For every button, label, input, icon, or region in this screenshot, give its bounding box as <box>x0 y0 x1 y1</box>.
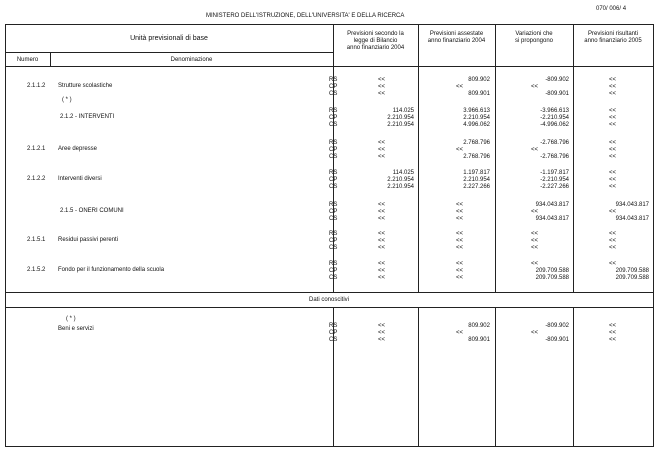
section-2-type-1: CP <box>329 147 338 153</box>
section-3-v2-2: 2.227.266 <box>463 184 490 190</box>
section-0-v3-1: << <box>531 84 539 90</box>
section-5-type-2: CS <box>329 245 338 251</box>
section-1-v4-2: << <box>609 122 617 128</box>
section-4-v4-2: 934.043.817 <box>615 216 649 222</box>
table-bottom-border <box>5 446 653 447</box>
section-2-v3-1: << <box>531 147 539 153</box>
dati-type-0: RS <box>329 323 338 329</box>
unita-header: Unità previsionali di base <box>130 35 208 42</box>
section-4-v2-0: << <box>456 202 464 208</box>
section-1-v4-1: << <box>609 115 617 121</box>
section-number-2: 2.1.2.1 <box>27 146 46 152</box>
numero-header: Numero <box>16 57 39 63</box>
section-4-v3-0: 934.043.817 <box>535 202 569 208</box>
section-4-v3-1: << <box>531 209 539 215</box>
section-3-v1-2: 2.210.954 <box>387 184 414 190</box>
section-4-v3-2: 934.043.817 <box>535 216 569 222</box>
section-0-v2-0: 809.902 <box>468 77 490 83</box>
section-5-v3-2: << <box>531 245 539 251</box>
section-6-v1-0: << <box>378 261 386 267</box>
dati-bottom-border <box>5 307 653 308</box>
section-3-v4-2: << <box>609 184 617 190</box>
dati-top-border <box>5 292 653 293</box>
section-5-type-1: CP <box>329 238 338 244</box>
section-2-v1-1: << <box>378 147 386 153</box>
section-3-type-1: CP <box>329 177 338 183</box>
section-4-v4-0: 934.043.817 <box>615 202 649 208</box>
col-divider-4 <box>573 24 574 293</box>
dati-v3-2: -809.901 <box>545 337 569 343</box>
section-denominazione-3: Interventi diversi <box>58 176 102 182</box>
dati-v3-0: -809.902 <box>545 323 569 329</box>
section-1-v1-2: 2.210.954 <box>387 122 414 128</box>
section-denominazione-6: Fondo per il funzionamento della scuola <box>58 267 165 273</box>
section-5-v2-2: << <box>456 245 464 251</box>
section-3-v2-0: 1.197.817 <box>463 170 490 176</box>
section-6-v4-1: 209.709.588 <box>615 268 649 274</box>
dati-v3-1: << <box>531 330 539 336</box>
section-5-v4-0: << <box>609 231 617 237</box>
section-number-5: 2.1.5.1 <box>27 237 46 243</box>
dati-v4-0: << <box>609 323 617 329</box>
section-5-v4-1: << <box>609 238 617 244</box>
section-5-v1-0: << <box>378 231 386 237</box>
section-3-v1-0: 114.025 <box>392 170 414 176</box>
section-1-v3-1: -2.210.954 <box>540 115 569 121</box>
section-1-type-2: CS <box>329 122 338 128</box>
dati-v2-2: 809.901 <box>468 337 490 343</box>
section-1-type-1: CP <box>329 115 338 121</box>
dati-conoscitivi-title: Dati conoscitivi <box>308 297 349 303</box>
section-5-type-0: RS <box>329 231 338 237</box>
section-6-type-2: CS <box>329 275 338 281</box>
section-3-v2-1: 2.210.954 <box>463 177 490 183</box>
section-3-v3-1: -2.210.954 <box>540 177 569 183</box>
section-denominazione-2: Aree depresse <box>58 146 98 152</box>
section-1-v1-1: 2.210.954 <box>387 115 414 121</box>
section-1-v2-0: 3.966.613 <box>463 108 490 114</box>
section-2-v1-0: << <box>378 140 386 146</box>
section-1-type-0: RS <box>329 108 338 114</box>
table-top-border <box>5 24 653 25</box>
dati-v4-2: << <box>609 337 617 343</box>
section-6-v2-1: << <box>456 268 464 274</box>
section-1-v1-0: 114.025 <box>392 108 414 114</box>
section-number-3: 2.1.2.2 <box>27 176 46 182</box>
section-2-v2-2: 2.768.796 <box>463 154 490 160</box>
section-3-v4-0: << <box>609 170 617 176</box>
section-4-v2-2: << <box>456 216 464 222</box>
section-2-v4-0: << <box>609 140 617 146</box>
section-4-v1-0: << <box>378 202 386 208</box>
dati-v2-1: << <box>456 330 464 336</box>
ministry-heading: MINISTERO DELL'ISTRUZIONE, DELL'UNIVERSITA' E DELLA RICERCA <box>206 13 405 19</box>
dati-type-1: CP <box>329 330 338 336</box>
section-0-type-2: CS <box>329 91 338 97</box>
section-0-v2-1: << <box>456 84 464 90</box>
section-denominazione-4: 2.1.5 - ONERI COMUNI <box>60 208 124 214</box>
section-2-v4-2: << <box>609 154 617 160</box>
page-reference: 070/ 006/ 4 <box>596 6 627 12</box>
col2-header: Previsioni assestate anno finanziario 2004 <box>427 31 486 44</box>
section-2-v1-2: << <box>378 154 386 160</box>
section-6-v2-2: << <box>456 275 464 281</box>
section-2-type-2: CS <box>329 154 338 160</box>
section-5-v1-1: << <box>378 238 386 244</box>
section-1-v4-0: << <box>609 108 617 114</box>
section-4-v2-1: << <box>456 209 464 215</box>
section-0-type-0: RS <box>329 77 338 83</box>
section-5-v3-0: << <box>531 231 539 237</box>
section-0-v4-2: << <box>609 91 617 97</box>
section-5-v2-0: << <box>456 231 464 237</box>
section-denominazione-5: Residui passivi perenti <box>58 237 119 243</box>
section-0-v1-1: << <box>378 84 386 90</box>
col-divider-4b <box>573 307 574 447</box>
dati-v2-0: 809.902 <box>468 323 490 329</box>
dati-type-2: CS <box>329 337 338 343</box>
table-left-border <box>5 24 6 447</box>
section-5-v2-1: << <box>456 238 464 244</box>
section-6-v3-1: 209.709.588 <box>535 268 569 274</box>
table-right-border <box>653 24 654 447</box>
section-6-v4-0: << <box>609 261 617 267</box>
section-2-v2-1: << <box>456 147 464 153</box>
section-2-type-0: RS <box>329 140 338 146</box>
section-0-v4-1: << <box>609 84 617 90</box>
section-5-v3-1: << <box>531 238 539 244</box>
section-0-v4-0: << <box>609 77 617 83</box>
section-3-v3-2: -2.227.266 <box>540 184 569 190</box>
section-4-type-0: RS <box>329 202 338 208</box>
section-0-v3-0: -809.902 <box>545 77 569 83</box>
section-2-v3-2: -2.768.796 <box>540 154 569 160</box>
header-bottom-border <box>5 66 653 67</box>
section-6-v4-2: 209.709.588 <box>615 275 649 281</box>
col3-header: Variazioni che si propongono <box>514 31 554 44</box>
section-6-v3-0: << <box>531 261 539 267</box>
section-6-v1-1: << <box>378 268 386 274</box>
col4-header: Previsioni risultanti anno finanziario 2005 <box>584 31 642 44</box>
section-3-v3-0: -1.197.817 <box>540 170 569 176</box>
section-0-type-1: CP <box>329 84 338 90</box>
section-2-v3-0: -2.768.796 <box>540 140 569 146</box>
dati-denominazione: Beni e servizi <box>58 326 94 332</box>
section-4-v4-1: << <box>609 209 617 215</box>
section-4-v1-2: << <box>378 216 386 222</box>
section-1-v3-0: -3.966.613 <box>540 108 569 114</box>
section-note-0: ( * ) <box>62 97 72 103</box>
dati-v4-1: << <box>609 330 617 336</box>
section-0-v3-2: -809.901 <box>545 91 569 97</box>
section-0-v1-0: << <box>378 77 386 83</box>
section-0-v1-2: << <box>378 91 386 97</box>
section-denominazione-0: Strutture scolastiche <box>58 83 113 89</box>
section-6-type-0: RS <box>329 261 338 267</box>
dati-v1-2: << <box>378 337 386 343</box>
header-mid-border <box>5 52 333 53</box>
section-0-v2-2: 809.901 <box>468 91 490 97</box>
section-5-v4-2: << <box>609 245 617 251</box>
section-2-v4-1: << <box>609 147 617 153</box>
section-5-v1-2: << <box>378 245 386 251</box>
denominazione-header: Denominazione <box>170 57 213 63</box>
section-2-v2-0: 2.768.796 <box>463 140 490 146</box>
section-4-v1-1: << <box>378 209 386 215</box>
dati-v1-0: << <box>378 323 386 329</box>
section-number-6: 2.1.5.2 <box>27 267 46 273</box>
section-3-type-2: CS <box>329 184 338 190</box>
section-6-v3-2: 209.709.588 <box>535 275 569 281</box>
section-6-type-1: CP <box>329 268 338 274</box>
section-6-v2-0: << <box>456 261 464 267</box>
section-1-v2-2: 4.996.062 <box>463 122 490 128</box>
col1-header: Previsioni secondo la legge di Bilancio anno finanziario 2004 <box>346 31 405 51</box>
section-6-v1-2: << <box>378 275 386 281</box>
section-4-type-2: CS <box>329 216 338 222</box>
section-3-type-0: RS <box>329 170 338 176</box>
dati-note: ( * ) <box>66 316 76 322</box>
section-1-v3-2: -4.996.062 <box>540 122 569 128</box>
section-4-type-1: CP <box>329 209 338 215</box>
section-1-v2-1: 2.210.954 <box>463 115 490 121</box>
section-3-v1-1: 2.210.954 <box>387 177 414 183</box>
section-3-v4-1: << <box>609 177 617 183</box>
dati-v1-1: << <box>378 330 386 336</box>
section-denominazione-1: 2.1.2 - INTERVENTI <box>60 114 115 120</box>
section-number-0: 2.1.1.2 <box>27 83 46 89</box>
